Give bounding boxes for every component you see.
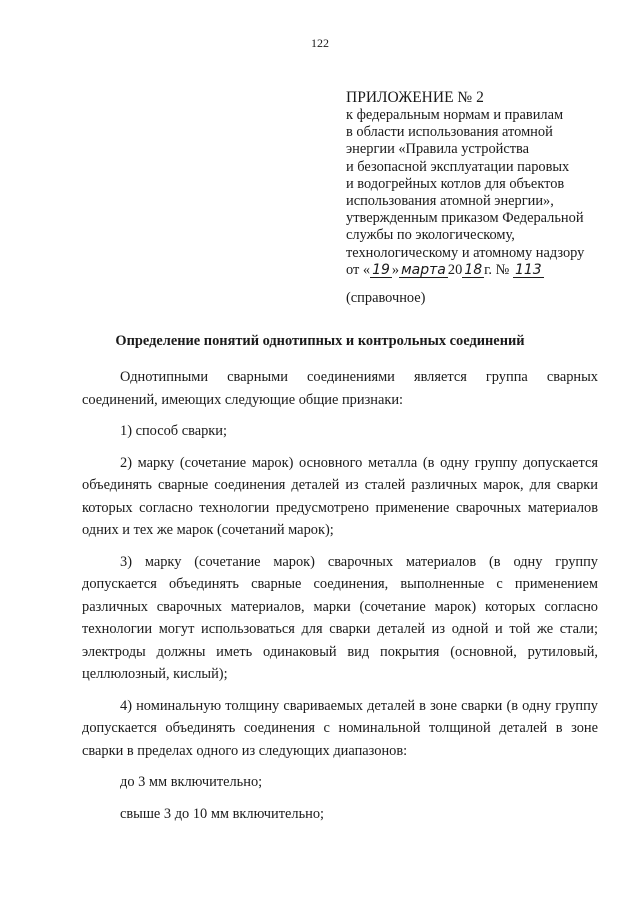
list-item: 4) номинальную толщину свариваемых деталей в зоне сварки (в одну группу допускается объединять соединения с номинальной толщиной деталей в зоне сварки в пределах одного из следующих диапазонов:	[82, 697, 598, 759]
handwritten-day: 19	[372, 261, 390, 278]
appendix-line: утвержденным приказом Федеральной	[346, 210, 584, 227]
handwritten-order-number: 113	[514, 261, 542, 278]
appendix-line: в области использования атомной	[346, 124, 553, 141]
appendix-line: и водогрейных котлов для объектов	[346, 175, 565, 192]
range-item: свыше 3 до 10 мм включительно;	[120, 805, 325, 822]
appendix-block	[346, 88, 616, 307]
appendix-line: к федеральным нормам и правилам	[346, 107, 564, 123]
document-body	[82, 366, 598, 834]
section-title: Определение понятий однотипных и контрольных соединений	[115, 333, 525, 349]
list-item: 1) способ сварки;	[120, 423, 227, 439]
appendix-note: (справочное)	[346, 290, 426, 307]
handwritten-month: марта	[401, 261, 446, 278]
date-mid: »	[391, 261, 400, 278]
number-label: г. №	[484, 261, 510, 278]
page-number: 122	[311, 36, 329, 50]
list-item: 3) марку (сочетание марок) сварочных материалов (в одну группу допускается объединять сварные соединения, выполненные с применением различных сварочных материалов, марки (сочетание марок) которых согласно технологии могут использоваться для сварки деталей из одной и той же стали; электроды должны иметь одинаковый вид покрытия (основной, рутиловый, целлюлозный, кислый);	[82, 553, 598, 682]
year-prefix: 20	[447, 261, 463, 278]
range-item: до 3 мм включительно;	[120, 774, 263, 790]
list-item: 2) марку (сочетание марок) основного металла (в одну группу допускается объединять сварные соединения деталей из сталей различных марок, для сварки которых согласно технологии предусмотрено применение сварочных материалов одних и тех же марок (сочетаний марок);	[82, 454, 598, 538]
order-date-line	[346, 262, 616, 279]
date-prefix: от «	[346, 261, 371, 278]
appendix-line: использования атомной энергии»,	[346, 193, 554, 210]
appendix-heading: ПРИЛОЖЕНИЕ № 2	[346, 89, 484, 106]
appendix-line: технологическому и атомному надзору	[346, 244, 585, 261]
paragraph: Однотипными сварными соединениями является группа сварных соединений, имеющих следующие общие признаки:	[82, 369, 598, 408]
appendix-line: службы по экологическому,	[346, 227, 515, 244]
appendix-line: энергии «Правила устройства	[346, 141, 530, 158]
appendix-line: и безопасной эксплуатации паровых	[346, 158, 570, 175]
handwritten-year: 18	[464, 261, 483, 278]
